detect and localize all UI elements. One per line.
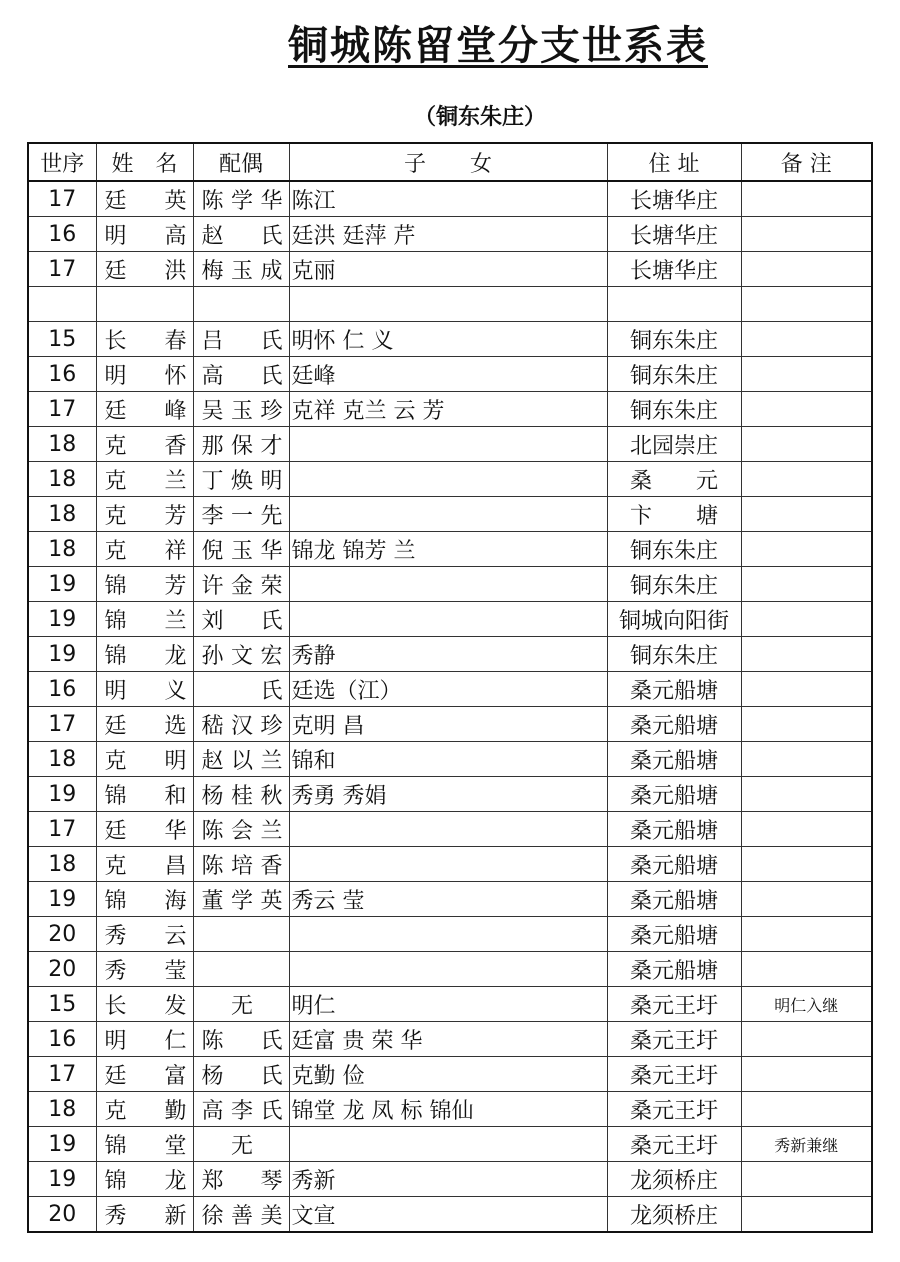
address-cell: 桑元王圩 — [607, 1092, 741, 1127]
children-cell — [289, 567, 607, 602]
name-cell: 锦 龙 — [96, 1162, 193, 1197]
name-cell: 廷 洪 — [96, 252, 193, 287]
header-children: 子 女 — [289, 143, 607, 181]
spouse-cell: 徐善美 — [193, 1197, 289, 1233]
notes-cell — [741, 1057, 872, 1092]
children-cell: 克丽 — [289, 252, 607, 287]
generation-cell: 17 — [28, 181, 96, 217]
spouse-cell: 陈培香 — [193, 847, 289, 882]
notes-cell — [741, 812, 872, 847]
notes-cell — [741, 181, 872, 217]
spouse-cell: 丁焕明 — [193, 462, 289, 497]
spouse-cell: 董学英 — [193, 882, 289, 917]
address-cell: 桑元船塘 — [607, 777, 741, 812]
spouse-cell: 梅玉成 — [193, 252, 289, 287]
table-row — [28, 1092, 872, 1127]
table-row — [28, 882, 872, 917]
address-cell: 桑元王圩 — [607, 1127, 741, 1162]
address-cell: 桑元船塘 — [607, 742, 741, 777]
generation-cell: 18 — [28, 427, 96, 462]
table-row — [28, 217, 872, 252]
notes-cell — [741, 1197, 872, 1233]
spouse-cell: 氏 — [193, 672, 289, 707]
notes-cell — [741, 427, 872, 462]
table-row — [28, 917, 872, 952]
spouse-cell: 嵇汉珍 — [193, 707, 289, 742]
notes-cell — [741, 217, 872, 252]
name-cell: 克 明 — [96, 742, 193, 777]
name-cell: 明 仁 — [96, 1022, 193, 1057]
address-cell: 铜东朱庄 — [607, 532, 741, 567]
header-notes: 备 注 — [741, 143, 872, 181]
header-row — [28, 143, 872, 181]
name-cell: 廷 英 — [96, 181, 193, 217]
table-row — [28, 1197, 872, 1233]
name-cell: 克 香 — [96, 427, 193, 462]
children-cell: 锦龙 锦芳 兰 — [289, 532, 607, 567]
header-generation: 世序 — [28, 143, 96, 181]
page-subtitle: （铜东朱庄） — [413, 105, 546, 130]
table-body — [28, 181, 872, 1232]
header-spouse: 配偶 — [193, 143, 289, 181]
spouse-cell: 刘 氏 — [193, 602, 289, 637]
spouse-cell: 孙文宏 — [193, 637, 289, 672]
generation-cell: 17 — [28, 392, 96, 427]
table-row — [28, 357, 872, 392]
children-cell — [289, 427, 607, 462]
name-cell: 明 怀 — [96, 357, 193, 392]
name-cell: 克 兰 — [96, 462, 193, 497]
table-row — [28, 707, 872, 742]
notes-cell — [741, 252, 872, 287]
generation-cell: 19 — [28, 602, 96, 637]
table-row — [28, 777, 872, 812]
table-row — [28, 1162, 872, 1197]
address-cell: 龙须桥庄 — [607, 1162, 741, 1197]
name-cell — [96, 287, 193, 322]
table-row — [28, 287, 872, 322]
generation-cell: 18 — [28, 1092, 96, 1127]
children-cell: 明怀 仁 义 — [289, 322, 607, 357]
notes-cell — [741, 567, 872, 602]
children-cell: 廷富 贵 荣 华 — [289, 1022, 607, 1057]
generation-cell: 19 — [28, 882, 96, 917]
table-row — [28, 602, 872, 637]
generation-cell: 19 — [28, 567, 96, 602]
spouse-cell: 郑 琴 — [193, 1162, 289, 1197]
table-row — [28, 497, 872, 532]
address-cell: 长塘华庄 — [607, 181, 741, 217]
address-cell: 桑元船塘 — [607, 812, 741, 847]
children-cell — [289, 497, 607, 532]
generation-cell — [28, 287, 96, 322]
spouse-cell: 许金荣 — [193, 567, 289, 602]
table-row — [28, 462, 872, 497]
generation-cell: 19 — [28, 1127, 96, 1162]
address-cell: 桑元王圩 — [607, 1057, 741, 1092]
children-cell — [289, 1127, 607, 1162]
generation-cell: 15 — [28, 322, 96, 357]
address-cell: 铜东朱庄 — [607, 567, 741, 602]
table-row — [28, 847, 872, 882]
table-row — [28, 532, 872, 567]
name-cell: 克 昌 — [96, 847, 193, 882]
children-cell: 克勤 俭 — [289, 1057, 607, 1092]
table-row — [28, 392, 872, 427]
notes-cell — [741, 672, 872, 707]
children-cell: 克祥 克兰 云 芳 — [289, 392, 607, 427]
notes-cell — [741, 322, 872, 357]
notes-cell — [741, 952, 872, 987]
spouse-cell: 倪玉华 — [193, 532, 289, 567]
children-cell — [289, 847, 607, 882]
children-cell — [289, 462, 607, 497]
generation-cell: 20 — [28, 917, 96, 952]
spouse-cell: 陈学华 — [193, 181, 289, 217]
generation-cell: 18 — [28, 742, 96, 777]
spouse-cell: 陈 氏 — [193, 1022, 289, 1057]
children-cell: 文宣 — [289, 1197, 607, 1233]
notes-cell — [741, 917, 872, 952]
children-cell — [289, 602, 607, 637]
table-row — [28, 952, 872, 987]
notes-cell — [741, 497, 872, 532]
children-cell: 锦堂 龙 凤 标 锦仙 — [289, 1092, 607, 1127]
generation-cell: 16 — [28, 672, 96, 707]
children-cell: 明仁 — [289, 987, 607, 1022]
header-name: 姓 名 — [96, 143, 193, 181]
children-cell: 秀云 莹 — [289, 882, 607, 917]
name-cell: 明 义 — [96, 672, 193, 707]
spouse-cell: 那保才 — [193, 427, 289, 462]
notes-cell — [741, 1092, 872, 1127]
spouse-cell: 无 — [193, 1127, 289, 1162]
name-cell: 廷 峰 — [96, 392, 193, 427]
address-cell: 长塘华庄 — [607, 217, 741, 252]
notes-cell — [741, 532, 872, 567]
spouse-cell — [193, 952, 289, 987]
notes-cell — [741, 602, 872, 637]
table-row — [28, 637, 872, 672]
address-cell: 桑元船塘 — [607, 707, 741, 742]
generation-cell: 19 — [28, 637, 96, 672]
generation-cell: 17 — [28, 812, 96, 847]
generation-cell: 17 — [28, 1057, 96, 1092]
generation-cell: 16 — [28, 1022, 96, 1057]
generation-cell: 20 — [28, 952, 96, 987]
children-cell: 锦和 — [289, 742, 607, 777]
generation-cell: 18 — [28, 532, 96, 567]
page-title: 铜城陈留堂分支世系表 — [288, 23, 708, 69]
spouse-cell: 陈会兰 — [193, 812, 289, 847]
address-cell: 桑元船塘 — [607, 672, 741, 707]
notes-cell: 明仁入继 — [741, 987, 872, 1022]
notes-cell — [741, 1022, 872, 1057]
table-row — [28, 987, 872, 1022]
table-row — [28, 252, 872, 287]
address-cell: 桑元船塘 — [607, 882, 741, 917]
address-cell: 桑 元 — [607, 462, 741, 497]
table-row — [28, 1127, 872, 1162]
header-address: 住 址 — [607, 143, 741, 181]
generation-cell: 19 — [28, 1162, 96, 1197]
table-row — [28, 672, 872, 707]
spouse-cell: 赵以兰 — [193, 742, 289, 777]
address-cell: 卞 塘 — [607, 497, 741, 532]
address-cell — [607, 287, 741, 322]
spouse-cell: 杨桂秋 — [193, 777, 289, 812]
children-cell — [289, 287, 607, 322]
children-cell: 秀静 — [289, 637, 607, 672]
table-row — [28, 322, 872, 357]
notes-cell — [741, 847, 872, 882]
generation-cell: 18 — [28, 497, 96, 532]
address-cell: 桑元船塘 — [607, 952, 741, 987]
table-header — [28, 143, 872, 181]
children-cell: 克明 昌 — [289, 707, 607, 742]
generation-cell: 16 — [28, 217, 96, 252]
notes-cell — [741, 707, 872, 742]
spouse-cell: 吕 氏 — [193, 322, 289, 357]
spouse-cell: 无 — [193, 987, 289, 1022]
name-cell: 锦 兰 — [96, 602, 193, 637]
notes-cell — [741, 882, 872, 917]
table-row — [28, 742, 872, 777]
children-cell: 秀勇 秀娟 — [289, 777, 607, 812]
name-cell: 锦 堂 — [96, 1127, 193, 1162]
name-cell: 秀 云 — [96, 917, 193, 952]
address-cell: 北园崇庄 — [607, 427, 741, 462]
notes-cell — [741, 357, 872, 392]
table-row — [28, 181, 872, 217]
name-cell: 秀 新 — [96, 1197, 193, 1233]
children-cell: 陈江 — [289, 181, 607, 217]
generation-cell: 16 — [28, 357, 96, 392]
children-cell — [289, 952, 607, 987]
address-cell: 桑元船塘 — [607, 917, 741, 952]
generation-cell: 18 — [28, 847, 96, 882]
address-cell: 铜东朱庄 — [607, 357, 741, 392]
generation-cell: 20 — [28, 1197, 96, 1233]
address-cell: 铜东朱庄 — [607, 637, 741, 672]
table-row — [28, 567, 872, 602]
name-cell: 廷 选 — [96, 707, 193, 742]
address-cell: 长塘华庄 — [607, 252, 741, 287]
children-cell: 廷洪 廷萍 芹 — [289, 217, 607, 252]
notes-cell — [741, 742, 872, 777]
spouse-cell: 赵 氏 — [193, 217, 289, 252]
spouse-cell: 高李氏 — [193, 1092, 289, 1127]
name-cell: 明 高 — [96, 217, 193, 252]
generation-cell: 15 — [28, 987, 96, 1022]
name-cell: 长 发 — [96, 987, 193, 1022]
spouse-cell: 高 氏 — [193, 357, 289, 392]
name-cell: 克 祥 — [96, 532, 193, 567]
children-cell — [289, 812, 607, 847]
spouse-cell — [193, 287, 289, 322]
name-cell: 锦 芳 — [96, 567, 193, 602]
name-cell: 锦 龙 — [96, 637, 193, 672]
name-cell: 锦 海 — [96, 882, 193, 917]
spouse-cell — [193, 917, 289, 952]
notes-cell — [741, 392, 872, 427]
name-cell: 秀 莹 — [96, 952, 193, 987]
notes-cell — [741, 637, 872, 672]
address-cell: 桑元王圩 — [607, 1022, 741, 1057]
spouse-cell: 吴玉珍 — [193, 392, 289, 427]
address-cell: 铜城向阳街 — [607, 602, 741, 637]
spouse-cell: 杨 氏 — [193, 1057, 289, 1092]
name-cell: 廷 华 — [96, 812, 193, 847]
name-cell: 廷 富 — [96, 1057, 193, 1092]
table-row — [28, 1022, 872, 1057]
generation-cell: 18 — [28, 462, 96, 497]
table-row — [28, 1057, 872, 1092]
name-cell: 克 芳 — [96, 497, 193, 532]
generation-cell: 17 — [28, 252, 96, 287]
address-cell: 桑元王圩 — [607, 987, 741, 1022]
address-cell: 铜东朱庄 — [607, 322, 741, 357]
spouse-cell: 李一先 — [193, 497, 289, 532]
children-cell: 秀新 — [289, 1162, 607, 1197]
children-cell — [289, 917, 607, 952]
notes-cell: 秀新兼继 — [741, 1127, 872, 1162]
children-cell: 廷峰 — [289, 357, 607, 392]
name-cell: 长 春 — [96, 322, 193, 357]
notes-cell — [741, 462, 872, 497]
table-row — [28, 427, 872, 462]
address-cell: 铜东朱庄 — [607, 392, 741, 427]
name-cell: 克 勤 — [96, 1092, 193, 1127]
genealogy-table — [27, 142, 873, 1233]
children-cell: 廷选（江） — [289, 672, 607, 707]
notes-cell — [741, 287, 872, 322]
name-cell: 锦 和 — [96, 777, 193, 812]
notes-cell — [741, 1162, 872, 1197]
address-cell: 龙须桥庄 — [607, 1197, 741, 1233]
address-cell: 桑元船塘 — [607, 847, 741, 882]
generation-cell: 19 — [28, 777, 96, 812]
table-row — [28, 812, 872, 847]
notes-cell — [741, 777, 872, 812]
generation-cell: 17 — [28, 707, 96, 742]
